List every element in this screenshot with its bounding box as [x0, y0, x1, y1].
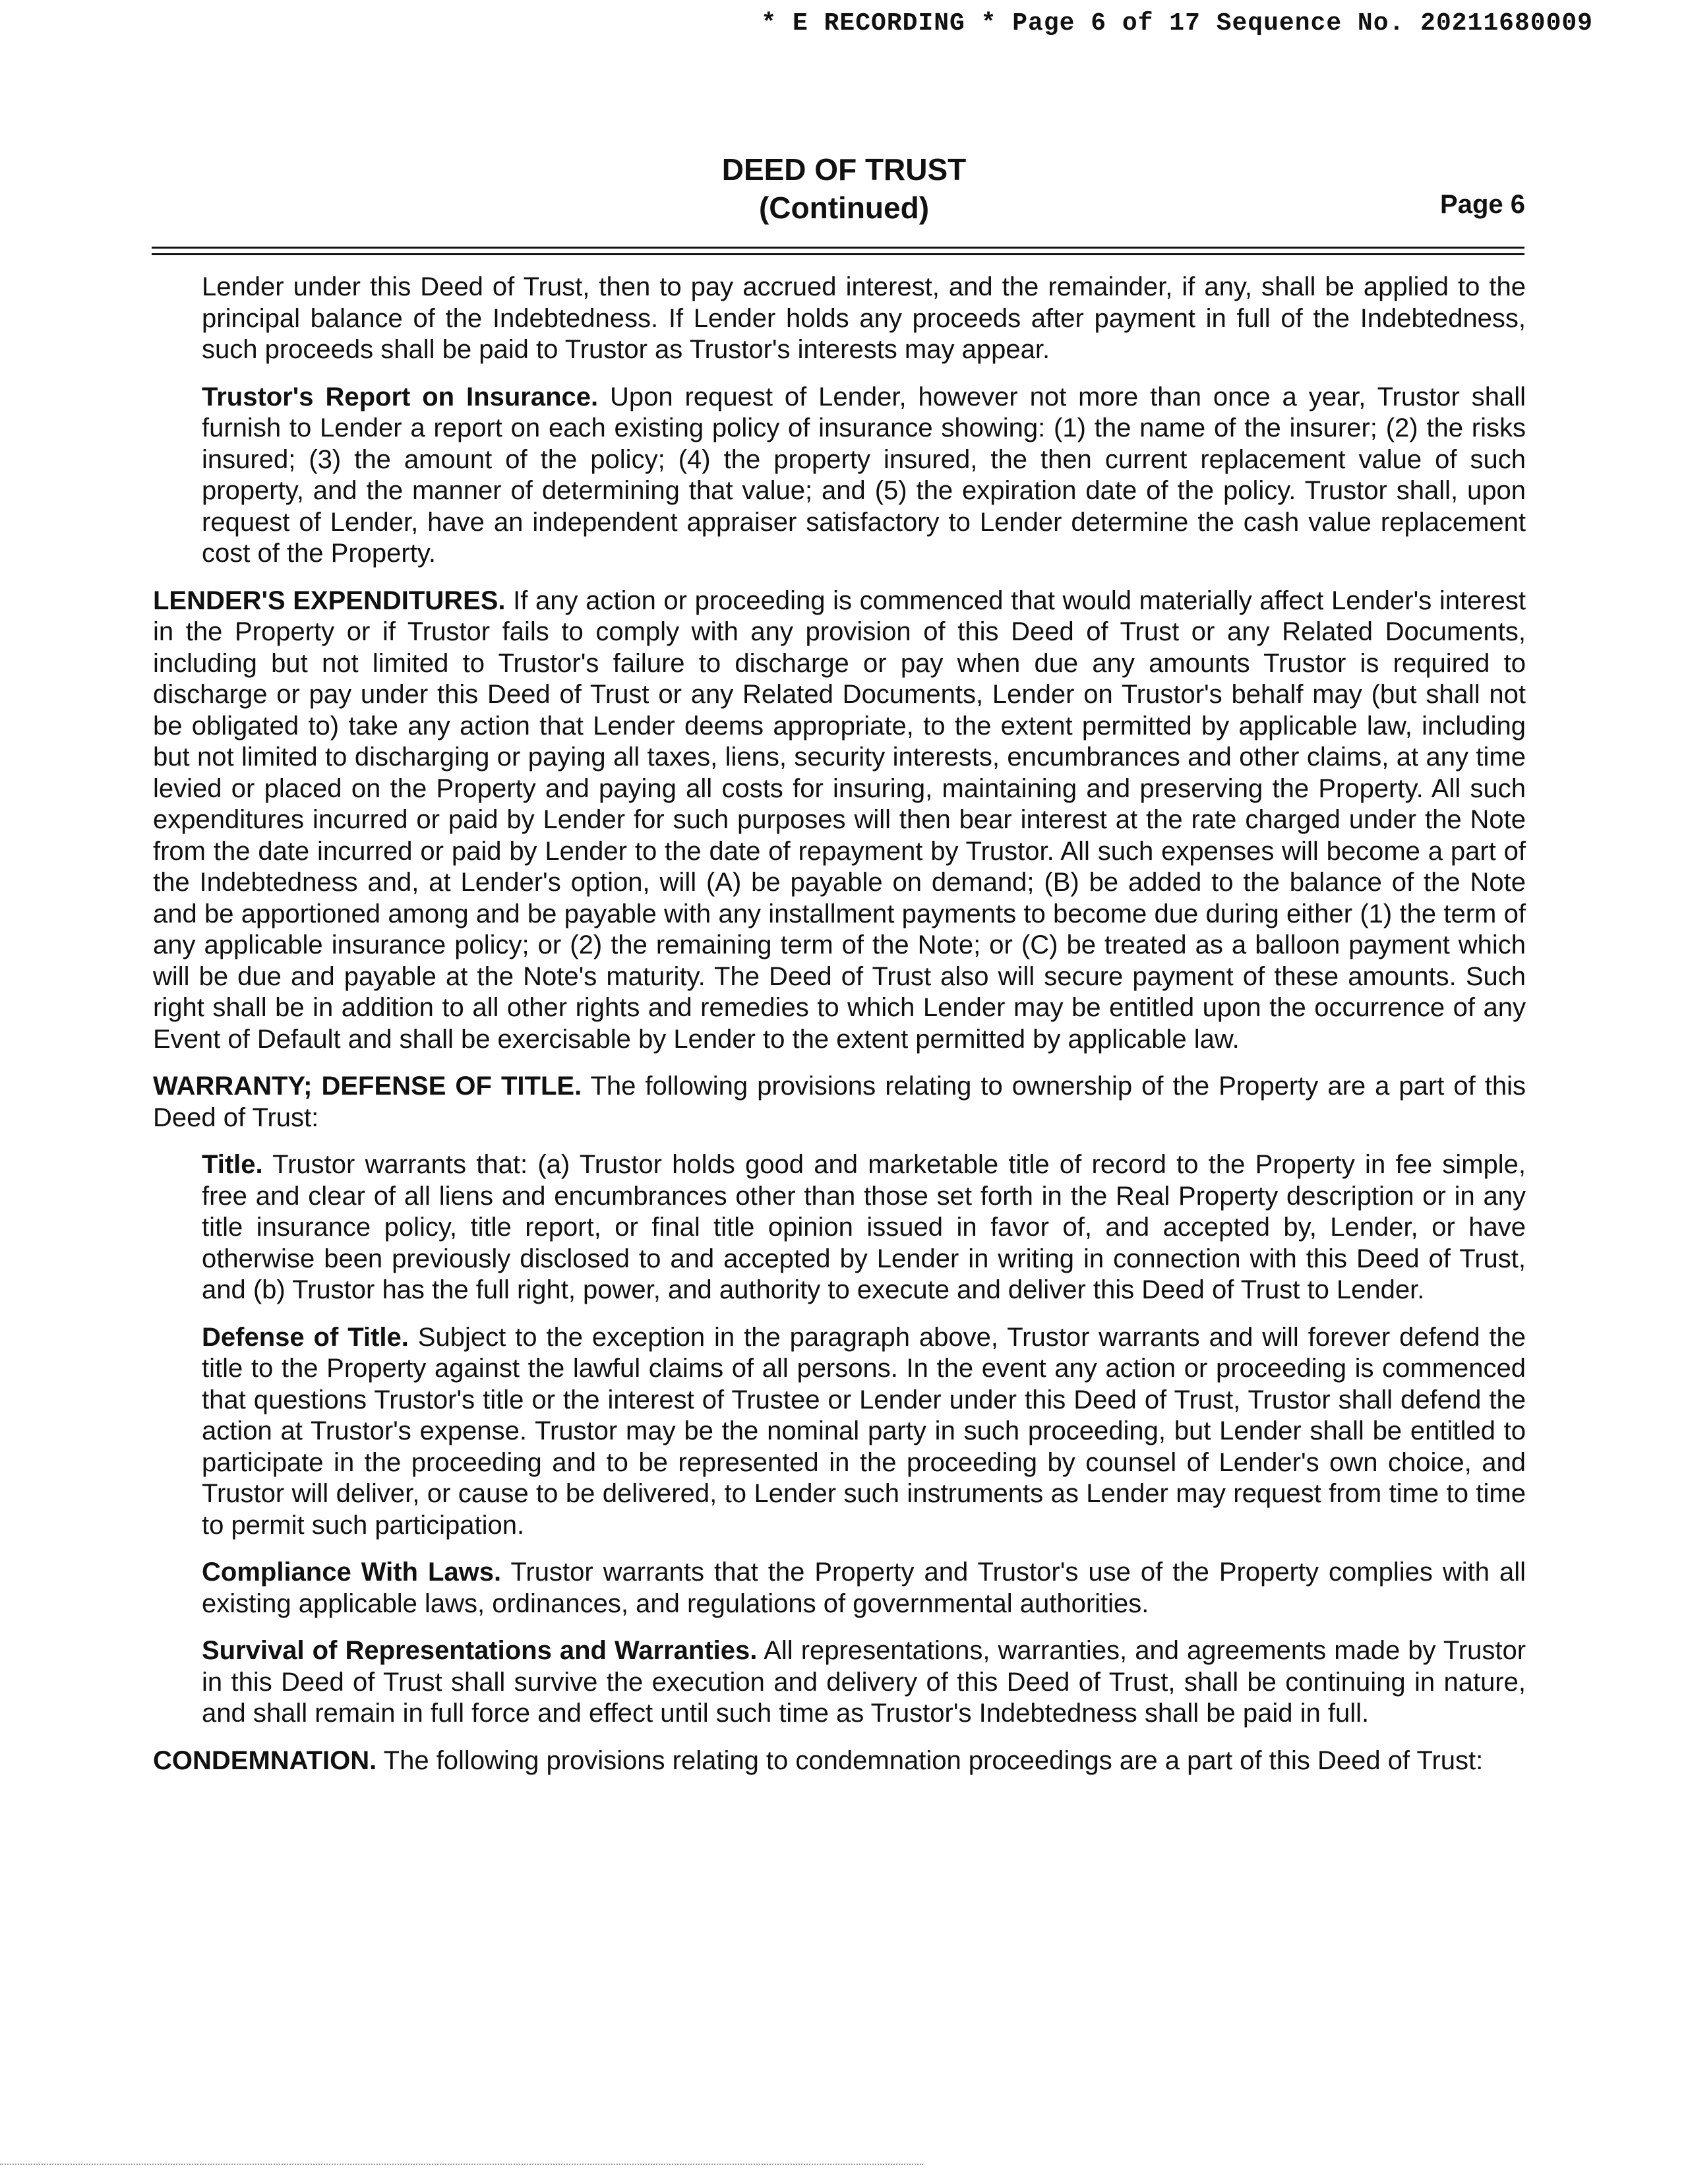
- paragraph-text: Subject to the exception in the paragraph above, Trustor warrants and will forever defend the title to the Property against the lawful claims of all persons. In the event any action or proceeding is commenced that questions Trustor's title or the interest of Trustee or Lender under this Deed of Trust, Trustor shall defend the action at Trustor's expense. Trustor may be the nominal party in such proceeding, but Lender shall be entitled to participate in the proceeding and to be represented in the proceeding by counsel of Lender's own choice, and Trustor will deliver, or cause to be delivered, to Lender such instruments as Lender may request from time to time to permit such participation.: [202, 1322, 1526, 1540]
- paragraph-survival: [202, 1635, 1526, 1730]
- recording-stamp: * E RECORDING * Page 6 of 17 Sequence No. 20211680009: [761, 9, 1593, 38]
- section-heading: WARRANTY; DEFENSE OF TITLE.: [153, 1072, 582, 1101]
- scan-footer-line: [0, 2164, 923, 2166]
- section-heading: Survival of Representations and Warranties.: [202, 1636, 758, 1665]
- header-rule-top: [152, 247, 1524, 249]
- document-body: [153, 272, 1526, 1792]
- paragraph-condemnation: [153, 1745, 1526, 1777]
- document-title-block: [0, 150, 1688, 227]
- paragraph-text: Trustor warrants that the Property and Trustor's use of the Property complies with all existing applicable laws, ordinances, and regulations of governmental authorities.: [202, 1558, 1526, 1618]
- paragraph-text: The following provisions relating to condemnation proceedings are a part of this Deed of Trust:: [383, 1745, 1484, 1775]
- section-heading: LENDER'S EXPENDITURES.: [153, 586, 506, 615]
- header-rule-bottom: [152, 253, 1524, 255]
- paragraph-text: If any action or proceeding is commenced that would materially affect Lender's interest in the Property or if Trustor fails to comply with any provision of this Deed of Trust or any Related Documents, including but not limited to Trustor's failure to discharge or pay when due any amounts Trustor is required to discharge or pay under this Deed of Trust or any Related Documents, Lender on Trustor's behalf may (but shall not be obligated to) take any action that Lender deems appropriate, to the extent permitted by applicable law, including but not limited to discharging or paying all taxes, liens, security interests, encumbrances and other claims, at any time levied or placed on the Property and paying all costs for insuring, maintaining and preserving the Property. All such expenditures incurred or paid by Lender for such purposes will then bear interest at the rate charged under the Note from the date incurred or paid by Lender to the date of repayment by Trustor. All such expenses will become a part of the Indebtedness and, at Lender's option, will (A) be payable on demand; (B) be added to the balance of the Note and be apportioned among and be payable with any installment payments to become due during either (1) the term of any applicable insurance policy; or (2) the remaining term of the Note; or (C) be treated as a balloon payment which will be due and payable at the Note's maturity. The Deed of Trust also will secure payment of these amounts. Such right shall be in addition to all other rights and remedies to which Lender may be entitled upon the occurrence of any Event of Default and shall be exercisable by Lender to the extent permitted by applicable law.: [153, 586, 1526, 1054]
- paragraph-lenders-expenditures: [153, 586, 1526, 1056]
- paragraph-compliance: [202, 1557, 1526, 1620]
- section-heading: Title.: [202, 1150, 263, 1179]
- paragraph-text: The following provisions relating to ownership of the Property are a part of this Deed of Trust:: [153, 1072, 1526, 1132]
- paragraph-text: All representations, warranties, and agreements made by Trustor in this Deed of Trust shall survive the execution and delivery of this Deed of Trust, shall be continuing in nature, and shall remain in full force and effect until such time as Trustor's Indebtedness shall be paid in full.: [202, 1636, 1526, 1728]
- paragraph-title: [202, 1149, 1526, 1306]
- section-heading: Defense of Title.: [202, 1322, 409, 1352]
- paragraph-text: Lender under this Deed of Trust, then to pay accrued interest, and the remainder, if any, shall be applied to the principal balance of the Indebtedness. If Lender holds any proceeds after payment in full of the Indebtedness, such proceeds shall be paid to Trustor as Trustor's interests may appear.: [202, 272, 1526, 364]
- paragraph-proceeds: [202, 272, 1526, 366]
- document-subtitle: (Continued): [758, 191, 930, 225]
- paragraph-text: Upon request of Lender, however not more than once a year, Trustor shall furnish to Lender a report on each existing policy of insurance showing: (1) the name of the insurer; (2) the risks insured; (3) the amount of the policy; (4) the property insured, the then current replacement value of such property, and the manner of determining that value; and (5) the expiration date of the policy. Trustor shall, upon request of Lender, have an independent appraiser satisfactory to Lender determine the cash value replacement cost of the Property.: [202, 382, 1526, 568]
- section-heading: Compliance With Laws.: [202, 1558, 502, 1587]
- paragraph-text: Trustor warrants that: (a) Trustor holds good and marketable title of record to the Property in fee simple, free and clear of all liens and encumbrances other than those set forth in the Real Property description or in any title insurance policy, title report, or final title opinion issued in favor of, and accepted by, Lender, or have otherwise been previously disclosed to and accepted by Lender in writing in connection with this Deed of Trust, and (b) Trustor has the full right, power, and authority to execute and deliver this Deed of Trust to Lender.: [202, 1150, 1526, 1304]
- paragraph-insurance-report: [202, 382, 1526, 570]
- page-number: Page 6: [1440, 190, 1525, 219]
- section-heading: CONDEMNATION.: [153, 1745, 377, 1775]
- document-title: DEED OF TRUST: [721, 152, 967, 187]
- paragraph-defense-of-title: [202, 1322, 1526, 1542]
- paragraph-warranty: [153, 1071, 1526, 1134]
- section-heading: Trustor's Report on Insurance.: [202, 382, 599, 411]
